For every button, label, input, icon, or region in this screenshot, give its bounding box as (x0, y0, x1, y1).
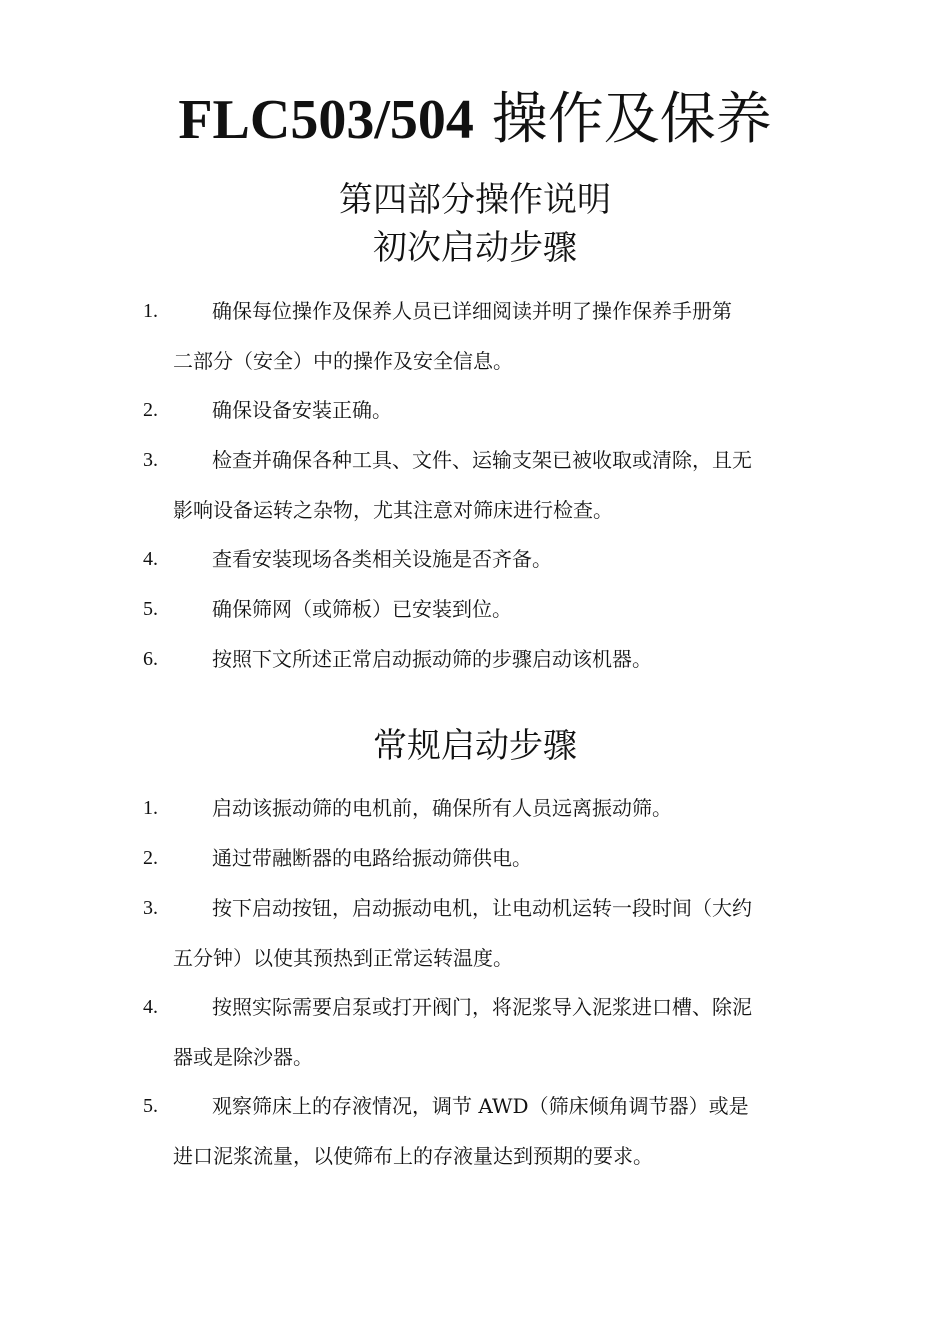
item-number: 6. (143, 648, 158, 670)
title-subject: 操作及保养 (491, 87, 772, 152)
item-number: 5. (143, 1095, 158, 1117)
item-number: 3. (143, 897, 158, 919)
item-text-continued: 二部分（安全）中的操作及安全信息。 (173, 349, 513, 373)
item-text-continued: 五分钟）以使其预热到正常运转温度。 (173, 946, 513, 970)
section-heading: 第四部分操作说明 (339, 180, 611, 220)
title-model: FLC503/504 (178, 89, 474, 151)
item-text: 确保设备安装正确。 (212, 398, 392, 422)
item-number: 1. (143, 797, 158, 819)
initial-start-heading: 初次启动步骤 (373, 228, 577, 268)
item-text: 确保筛网（或筛板）已安装到位。 (212, 597, 512, 621)
item-text: 确保每位操作及保养人员已详细阅读并明了操作保养手册第 (212, 299, 732, 323)
normal-start-heading: 常规启动步骤 (373, 726, 577, 766)
item-number: 2. (143, 399, 158, 421)
document-title (0, 84, 950, 156)
item-number: 4. (143, 548, 158, 570)
item-text: 观察筛床上的存液情况，调节 AWD（筛床倾角调节器）或是 (212, 1094, 749, 1118)
item-number: 1. (143, 300, 158, 322)
item-number: 2. (143, 847, 158, 869)
item-text: 按照实际需要启泵或打开阀门，将泥浆导入泥浆进口槽、除泥 (212, 995, 752, 1019)
item-text: 按照下文所述正常启动振动筛的步骤启动该机器。 (212, 647, 652, 671)
item-number: 3. (143, 449, 158, 471)
item-text: 按下启动按钮，启动振动电机，让电动机运转一段时间（大约 (212, 896, 752, 920)
item-text: 启动该振动筛的电机前，确保所有人员远离振动筛。 (212, 796, 672, 820)
item-text: 查看安装现场各类相关设施是否齐备。 (212, 547, 552, 571)
item-text-continued: 进口泥浆流量，以使筛布上的存液量达到预期的要求。 (173, 1144, 653, 1168)
item-text: 通过带融断器的电路给振动筛供电。 (212, 846, 532, 870)
item-text: 检查并确保各种工具、文件、运输支架已被收取或清除，且无 (212, 448, 752, 472)
item-number: 4. (143, 996, 158, 1018)
item-text-continued: 器或是除沙器。 (173, 1045, 313, 1069)
item-text-continued: 影响设备运转之杂物，尤其注意对筛床进行检查。 (173, 498, 613, 522)
item-number: 5. (143, 598, 158, 620)
